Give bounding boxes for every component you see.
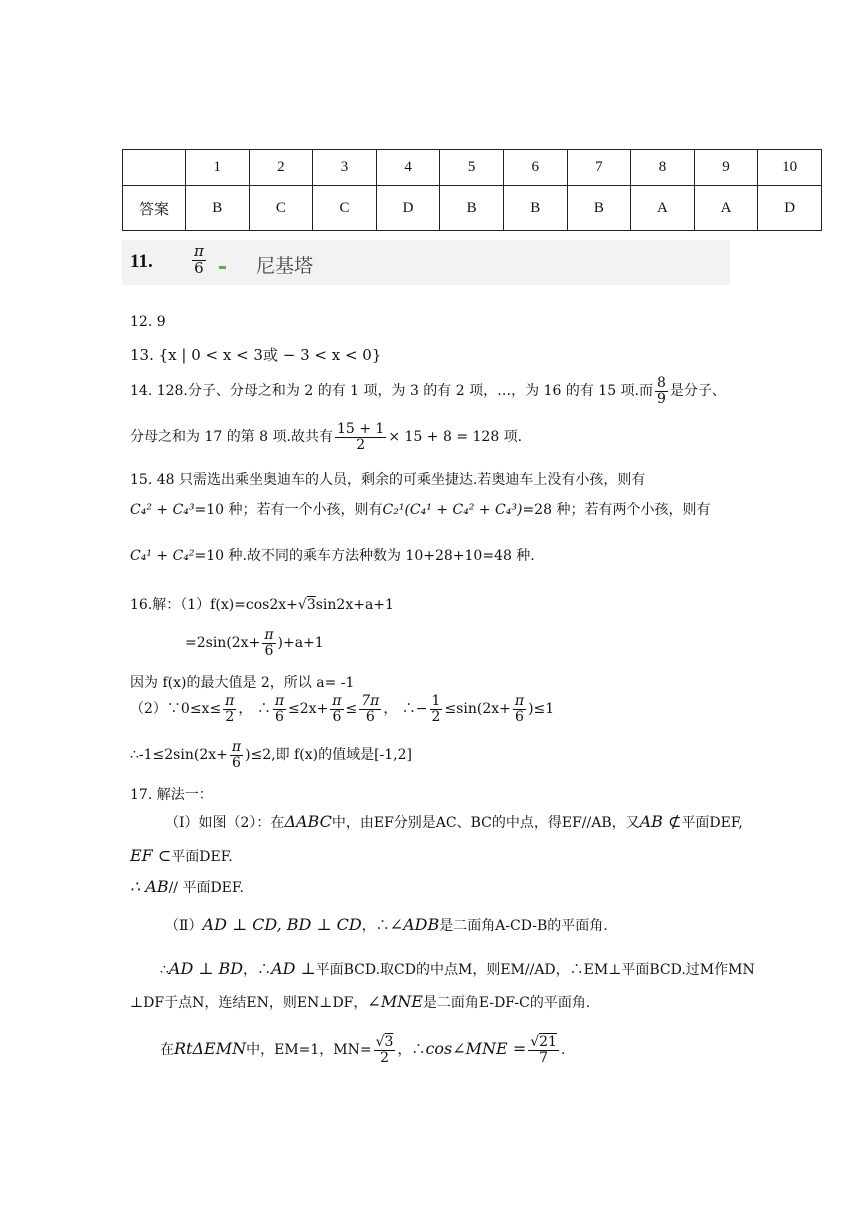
q16-text-a: 16.解：（1）f(x)=cos2x+ [130, 597, 298, 613]
frac-den: 2 [225, 708, 235, 725]
table-cell: B [567, 186, 631, 231]
q17-text: // 平面DEF. [168, 880, 244, 896]
frac-num: π [225, 693, 235, 709]
q17-text: 中，由EF分别是AC、BC的中点，得EF//AB，又 [331, 815, 640, 831]
q14-text-a: 14. 128.分子、分母之和为 2 的有 1 项，为 3 的有 2 项，…，为 16 的有 15 项.而 [130, 383, 653, 400]
q17-text: ，∴ [361, 918, 390, 934]
table-cell: B [440, 186, 504, 231]
q17-line3 [130, 877, 244, 897]
frac-num: π [332, 693, 342, 709]
q16-l4-e: ， ∴− [383, 701, 428, 718]
q17-text: 在 [160, 1042, 174, 1059]
q17-math: AD ⊥ BD [168, 959, 244, 978]
q14-text-c: 分母之和为 17 的第 8 项.故共有 [130, 429, 333, 446]
q17-math: AD ⊥ [271, 959, 316, 978]
table-cell: D [758, 186, 822, 231]
q16-l4-c: ≤2x+ [288, 701, 329, 718]
q17-text: 是二面角E-DF-C的平面角. [422, 995, 591, 1011]
q17-math: AD ⊥ CD, BD ⊥ CD [202, 915, 362, 934]
frac-num: 1 [431, 693, 441, 709]
q16-l4-d: ≤ [345, 701, 358, 718]
sqrt-fraction-num: √3 [375, 1034, 394, 1050]
answer-marker [219, 266, 226, 269]
q17-text: ⊥DF于点N，连结EN，则EN⊥DF， [130, 995, 368, 1011]
q17-line4 [165, 915, 608, 935]
q17-text: ，∴ [243, 962, 272, 978]
q17-text: 中，EM=1，MN= [246, 1042, 372, 1059]
q17-math: ΔABC [284, 812, 332, 831]
q15-combo-2: C₂¹(C₄¹ + C₄² + C₄³) [382, 502, 523, 518]
q16-frac-num: π [264, 627, 274, 643]
q17-title: 17. 解法一： [130, 787, 213, 803]
frac-den: 2 [431, 708, 441, 725]
table-cell: A [694, 186, 758, 231]
q17-text: ，∴ [397, 1042, 426, 1059]
table-cell: C [249, 186, 313, 231]
q16-frac-den: 6 [264, 642, 274, 659]
table-header-row [123, 150, 822, 186]
frac-den: 7 [539, 1049, 549, 1066]
frac-den: 6 [332, 708, 342, 725]
table-cell: 9 [694, 150, 758, 186]
q17-line1 [165, 812, 743, 832]
q15-text-a: =10 种；若有一个小孩，则有 [194, 502, 383, 518]
q15-text-c: =10 种.故不同的乘车方法种数为 10+28+10=48 种. [194, 548, 535, 564]
q17-text: （Ⅱ） [165, 918, 203, 934]
q17-line2 [130, 846, 233, 866]
q14-line2 [130, 422, 522, 452]
q17-text: ∴ [160, 962, 169, 978]
q17-text: . [560, 1042, 566, 1059]
q16-line2 [185, 628, 324, 658]
q17-math: ∠ADB [389, 915, 440, 934]
q14-text-d: × 15 + 8 = 128 项. [388, 429, 523, 446]
table-cell: 4 [376, 150, 440, 186]
q15-line3 [130, 545, 535, 565]
table-cell: 2 [249, 150, 313, 186]
q16-l4-g: )≤1 [528, 701, 555, 718]
q17-math: RtΔEMN [174, 1039, 247, 1059]
answer-table [122, 149, 822, 231]
sqrt-arg: 3 [384, 1034, 394, 1050]
q16-l5-a: ∴-1≤2sin(2x+ [130, 747, 228, 764]
q17-math: EF ⊂ [130, 846, 172, 865]
q16-sqrt-arg: 3 [306, 597, 316, 613]
q13: 13. {x | 0 < x < 3或 − 3 < x < 0} [130, 346, 382, 364]
q14-line1 [130, 376, 726, 406]
table-cell: 5 [440, 150, 504, 186]
q17-math: cos∠MNE = [425, 1039, 527, 1059]
table-cell: 3 [313, 150, 377, 186]
frac-num: π [231, 739, 242, 755]
frac-den: 6 [232, 754, 241, 771]
q11-band [122, 240, 730, 285]
table-cell: D [376, 186, 440, 231]
table-cell: C [313, 186, 377, 231]
q11-frac-den: 6 [194, 258, 204, 277]
q14-frac-num: 8 [657, 375, 666, 391]
q16-text-c: =2sin(2x+ [185, 635, 261, 652]
q16-l4-a: （2）∵0≤x≤ [130, 701, 222, 718]
q16-line4 [130, 694, 554, 724]
table-answer-row [123, 186, 822, 231]
q17-math: ∴ AB [130, 877, 169, 896]
table-cell: 6 [503, 150, 567, 186]
q16-text-d: )+a+1 [277, 635, 324, 652]
frac-num: 7π [361, 693, 380, 709]
q17-text: 平面DEF. [171, 849, 233, 865]
q15-combo-3: C₄¹ + C₄² [130, 548, 195, 564]
table-cell [123, 150, 186, 186]
q11-frac-num: π [194, 242, 204, 260]
table-cell: B [503, 186, 567, 231]
q11-fraction [190, 244, 208, 277]
frac-num: π [514, 693, 525, 709]
q15-text-b: =28 种；若有两个小孩，则有 [522, 502, 711, 518]
q17-text: （Ⅰ）如图（2）：在 [165, 815, 285, 831]
q15-line2 [130, 499, 710, 519]
q16-l5-b: )≤2,即 f(x)的值域是[-1,2] [245, 747, 412, 764]
sqrt-arg: 21 [539, 1034, 557, 1050]
q16-line5 [130, 740, 412, 770]
q17-line6 [130, 992, 590, 1012]
frac-den: 6 [515, 708, 524, 725]
table-cell: 10 [758, 150, 822, 186]
q14-frac-den: 9 [657, 390, 666, 407]
q14-frac2-num: 15 + 1 [336, 421, 385, 437]
frac-den: 6 [365, 708, 375, 725]
q11-number: 11. [130, 251, 153, 272]
q14-frac2-den: 2 [356, 436, 366, 453]
table-cell: 8 [631, 150, 695, 186]
sqrt-symbol: √ [297, 597, 307, 613]
frac-den: 2 [380, 1049, 389, 1066]
frac-num: π [274, 693, 285, 709]
q16-line1 [130, 594, 394, 614]
q17-text: 平面BCD.取CD的中点M，则EM//AD，∴EM⊥平面BCD.过M作MN [315, 962, 755, 978]
q17-text: 平面DEF, [681, 815, 743, 831]
q16-l4-b: ， ∴ [238, 701, 271, 718]
q17-math: ∠MNE [367, 992, 423, 1011]
q17-math: AB ⊄ [639, 812, 682, 831]
q17-line7 [160, 1035, 565, 1065]
q14-text-b: 是分子、 [669, 383, 726, 400]
table-cell: 1 [186, 150, 250, 186]
q16-line3: 因为 f(x)的最大值是 2，所以 a= -1 [130, 675, 355, 691]
q12: 12. 9 [130, 314, 166, 330]
table-cell: A [631, 186, 695, 231]
table-cell: B [186, 186, 250, 231]
table-cell: 答案 [123, 186, 186, 231]
q17-text: 是二面角A-CD-B的平面角. [439, 918, 608, 934]
q17-line5 [160, 959, 755, 979]
q11-text: 尼基塔 [256, 255, 314, 277]
q16-l4-f: ≤sin(2x+ [444, 701, 511, 718]
q16-text-b: sin2x+a+1 [315, 597, 394, 613]
sqrt-fraction-num: √21 [530, 1034, 557, 1050]
q15-line1: 15. 48 只需选出乘坐奥迪车的人员，剩余的可乘坐捷达.若奥迪车上没有小孩，则有 [130, 472, 646, 488]
frac-den: 6 [274, 708, 284, 725]
q15-combo-1: C₄² + C₄³ [130, 502, 195, 518]
table-cell: 7 [567, 150, 631, 186]
